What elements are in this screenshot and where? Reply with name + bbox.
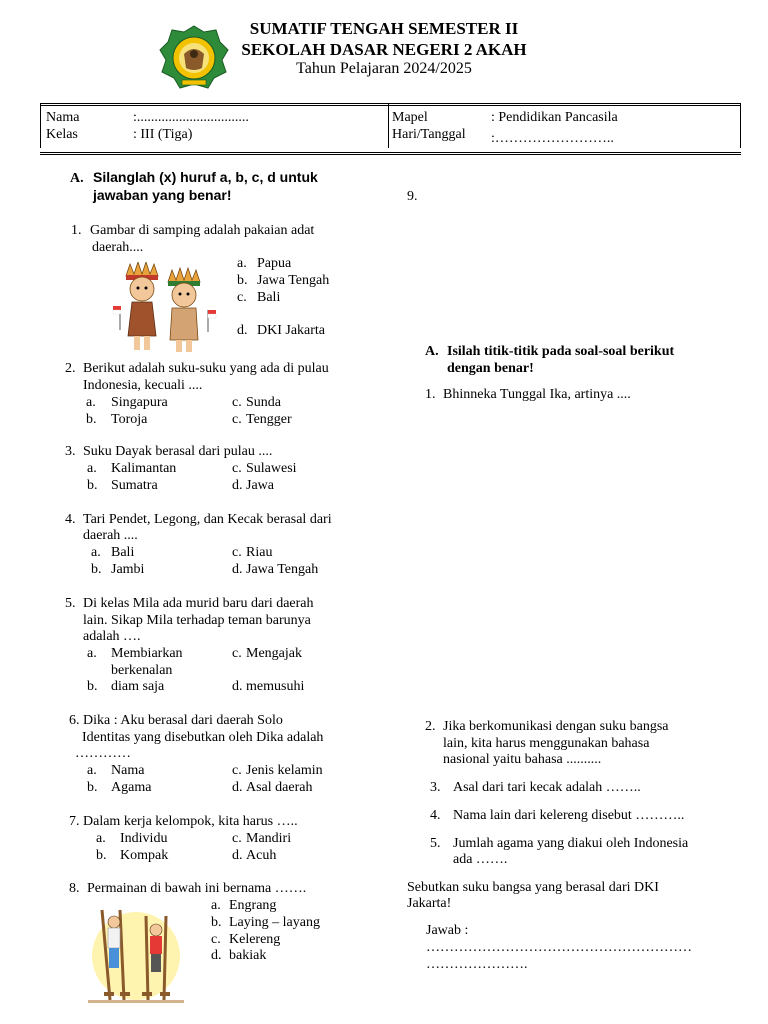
- section-a-instruction-line2: jawaban yang benar!: [93, 187, 232, 203]
- option-text: Nama: [111, 763, 145, 778]
- identity-box-right-border: [740, 104, 741, 148]
- option-letter: d.: [237, 323, 248, 338]
- option-text: Jawa Tengah: [246, 562, 319, 577]
- name-field[interactable]: :................................: [133, 110, 249, 125]
- fill-item-number: 1.: [425, 387, 436, 402]
- answer-line[interactable]: ………………….: [426, 957, 528, 972]
- question-text: Permainan di bawah ini bernama …….: [87, 881, 307, 896]
- subject-value: : Pendidikan Pancasila: [491, 110, 618, 125]
- option-letter: d.: [232, 679, 243, 694]
- option-letter: d.: [232, 780, 243, 795]
- option-letter: a.: [86, 395, 96, 410]
- question-text: Tari Pendet, Legong, dan Kecak berasal dari: [83, 512, 332, 527]
- identity-box-divider: [388, 104, 389, 148]
- option-text: Acuh: [246, 848, 277, 863]
- question-text: daerah....: [92, 240, 144, 255]
- option-letter: b.: [87, 780, 98, 795]
- option-letter: c.: [232, 831, 242, 846]
- option-letter: a.: [96, 831, 106, 846]
- option-text: Kalimantan: [111, 461, 177, 476]
- option-letter: d.: [211, 948, 222, 963]
- question-text: Dalam kerja kelompok, kita harus …..: [83, 814, 298, 829]
- option-text: Bali: [111, 545, 135, 560]
- question-text: Dika : Aku berasal dari daerah Solo: [83, 713, 283, 728]
- class-value: : III (Tiga): [133, 127, 193, 142]
- question-text: adalah ….: [83, 629, 141, 644]
- option-text: Papua: [257, 256, 292, 271]
- option-text: Agama: [111, 780, 152, 795]
- fill-item-number: 4.: [430, 808, 441, 823]
- option-letter: a.: [211, 898, 221, 913]
- option-text: Individu: [120, 831, 168, 846]
- option-text: memusuhi: [246, 679, 305, 694]
- traditional-costume-children-icon: [112, 262, 222, 356]
- fill-item-number: 2.: [425, 719, 436, 734]
- section-b-instruction-line2: dengan benar!: [447, 361, 534, 376]
- question-number: 8.: [69, 881, 80, 896]
- fill-item-text: lain, kita harus menggunakan bahasa: [443, 736, 650, 751]
- option-text: Mandiri: [246, 831, 292, 846]
- option-text: Jambi: [111, 562, 145, 577]
- option-text: Kelereng: [229, 932, 281, 947]
- identity-box-left-border: [40, 104, 41, 148]
- option-letter: c.: [232, 395, 242, 410]
- stilts-game-children-icon: [88, 906, 184, 1006]
- stilts-image: [88, 906, 184, 1006]
- school-name: SEKOLAH DASAR NEGERI 2 AKAH: [241, 40, 527, 59]
- option-letter: b.: [237, 273, 248, 288]
- option-letter: b.: [91, 562, 102, 577]
- option-text-continued: berkenalan: [111, 663, 173, 678]
- name-label: Nama: [46, 110, 80, 125]
- option-letter: b.: [87, 679, 98, 694]
- option-text: diam saja: [111, 679, 165, 694]
- fill-item-text: ada …….: [453, 852, 508, 867]
- option-letter: a.: [91, 545, 101, 560]
- option-letter: a.: [237, 256, 247, 271]
- option-text: Toroja: [111, 412, 148, 427]
- option-letter: d.: [232, 848, 243, 863]
- question-number: 2.: [65, 361, 76, 376]
- section-b-letter: A.: [425, 344, 439, 359]
- option-text: Singapura: [111, 395, 168, 410]
- question-text: Suku Dayak berasal dari pulau ....: [83, 444, 273, 459]
- essay-question: Jakarta!: [407, 896, 452, 911]
- question-text: Gambar di samping adalah pakaian adat: [90, 223, 315, 238]
- fill-item-text: Nama lain dari kelereng disebut ………..: [453, 808, 685, 823]
- section-a-letter: A.: [70, 171, 84, 186]
- answer-line[interactable]: …………………………………………………: [426, 940, 692, 955]
- date-field[interactable]: :……………………..: [491, 131, 614, 146]
- option-letter: c.: [232, 461, 242, 476]
- option-text: Tengger: [246, 412, 292, 427]
- option-letter: b.: [86, 412, 97, 427]
- option-letter: c.: [232, 646, 242, 661]
- exam-title: SUMATIF TENGAH SEMESTER II: [249, 19, 519, 38]
- option-letter: b.: [96, 848, 107, 863]
- question-text: Identitas yang disebutkan oleh Dika adalah: [82, 730, 324, 745]
- fill-item-number: 3.: [430, 780, 441, 795]
- option-letter: c.: [232, 545, 242, 560]
- fill-item-text: Asal dari tari kecak adalah ……..: [453, 780, 641, 795]
- question-text: Berikut adalah suku-suku yang ada di pulau: [83, 361, 329, 376]
- option-letter: b.: [87, 478, 98, 493]
- question-text: Indonesia, kecuali ....: [83, 378, 203, 393]
- section-b-instruction-line1: Isilah titik-titik pada soal-soal berikut: [447, 344, 675, 359]
- option-text: Kompak: [120, 848, 169, 863]
- date-label: Hari/Tanggal: [392, 127, 466, 142]
- option-text: Bali: [257, 290, 281, 305]
- option-letter: c.: [232, 412, 242, 427]
- question-number: 9.: [407, 189, 418, 204]
- academic-year: Tahun Pelajaran 2024/2025: [296, 60, 472, 77]
- option-text: Sulawesi: [246, 461, 297, 476]
- option-text: Riau: [246, 545, 273, 560]
- option-text: Engrang: [229, 898, 277, 913]
- option-text: bakiak: [229, 948, 267, 963]
- option-text: Sunda: [246, 395, 281, 410]
- option-text: DKI Jakarta: [257, 323, 326, 338]
- fill-item-text: nasional yaitu bahasa ..........: [443, 752, 602, 767]
- answer-label: Jawab :: [426, 923, 469, 938]
- option-text: Membiarkan: [111, 646, 183, 661]
- fill-item-text: Jumlah agama yang diakui oleh Indonesia: [453, 836, 689, 851]
- class-label: Kelas: [46, 127, 78, 142]
- option-text: Sumatra: [111, 478, 158, 493]
- option-letter: c.: [211, 932, 221, 947]
- question-number: 6.: [69, 713, 80, 728]
- option-letter: b.: [211, 915, 222, 930]
- question-text: lain. Sikap Mila terhadap teman barunya: [83, 613, 311, 628]
- option-text: Jenis kelamin: [246, 763, 323, 778]
- question-number: 7.: [69, 814, 80, 829]
- option-letter: d.: [232, 478, 243, 493]
- question-text: Di kelas Mila ada murid baru dari daerah: [83, 596, 314, 611]
- option-letter: a.: [87, 763, 97, 778]
- option-letter: d.: [232, 562, 243, 577]
- question-number: 4.: [65, 512, 76, 527]
- costume-image: [112, 262, 222, 356]
- question-number: 1.: [71, 223, 82, 238]
- question-number: 3.: [65, 444, 76, 459]
- option-text: Asal daerah: [246, 780, 313, 795]
- subject-label: Mapel: [392, 110, 428, 125]
- question-text: …………: [75, 746, 131, 761]
- option-letter: c.: [237, 290, 247, 305]
- option-text: Jawa Tengah: [257, 273, 330, 288]
- question-text: daerah ....: [83, 528, 138, 543]
- fill-item-text: Jika berkomunikasi dengan suku bangsa: [443, 719, 669, 734]
- question-number: 5.: [65, 596, 76, 611]
- option-text: Laying – layang: [229, 915, 320, 930]
- option-letter: a.: [87, 646, 97, 661]
- option-text: Mengajak: [246, 646, 302, 661]
- option-text: Jawa: [246, 478, 274, 493]
- option-letter: a.: [87, 461, 97, 476]
- fill-item-text: Bhinneka Tunggal Ika, artinya ....: [443, 387, 631, 402]
- essay-question: Sebutkan suku bangsa yang berasal dari DKI: [407, 880, 659, 895]
- fill-item-number: 5.: [430, 836, 441, 851]
- option-letter: c.: [232, 763, 242, 778]
- section-a-instruction-line1: Silanglah (x) huruf a, b, c, d untuk: [93, 169, 318, 185]
